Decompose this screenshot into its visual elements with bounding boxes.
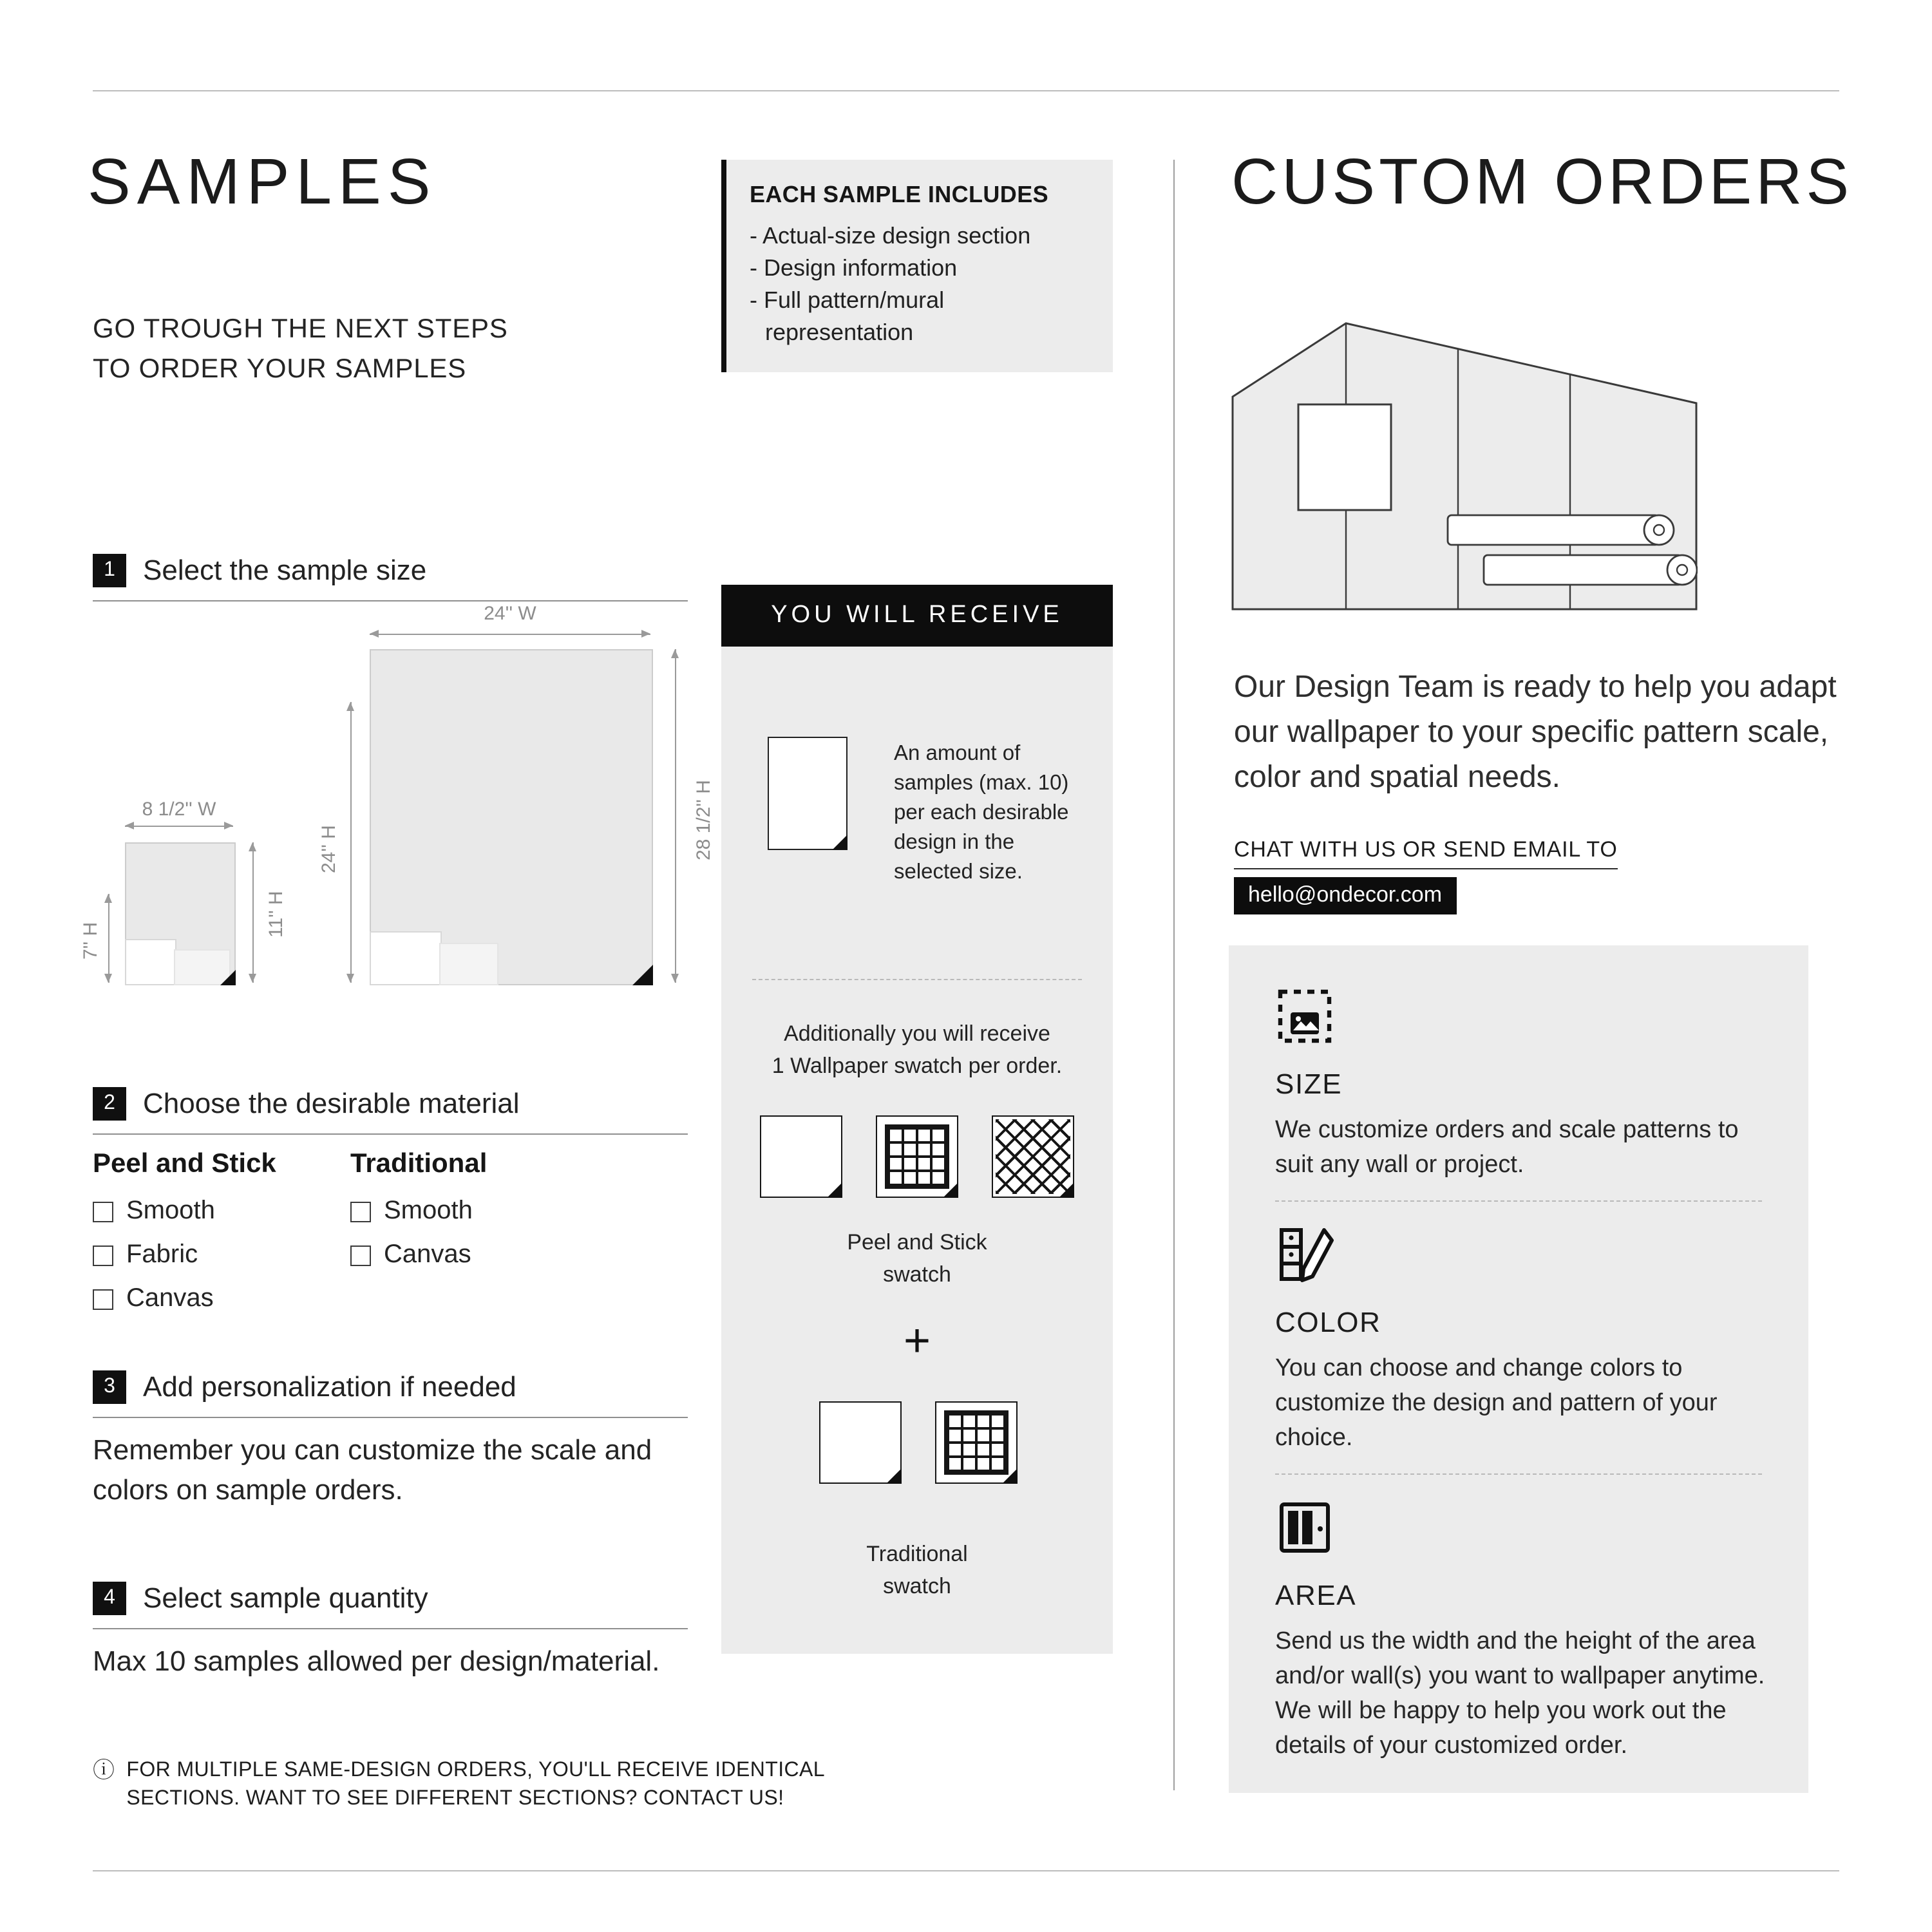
- checkbox-peel-fabric[interactable]: [93, 1245, 113, 1265]
- option-trad-smooth: [350, 1197, 487, 1226]
- receive-samples-text: An amount of samples (max. 10) per each desirable design in the selected size.: [894, 742, 1069, 884]
- house-wallpaper-illustration: [1231, 322, 1698, 611]
- checkbox-traditional-smooth[interactable]: [350, 1201, 371, 1222]
- custom-intro-text: Our Design Team is ready to help you adapt our wallpaper to your specific pattern scale, color and spatial needs.: [1234, 670, 1837, 795]
- sample-page-icon: [768, 737, 848, 850]
- checkbox-peel-canvas[interactable]: [93, 1289, 113, 1309]
- step-2-number: 2: [93, 1087, 126, 1121]
- samples-title: SAMPLES: [88, 146, 437, 218]
- feature-area-text: Send us the width and the height of the area and/or wall(s) you want to wallpaper anytime. We will be happy to help you work out the details of your customized order.: [1275, 1628, 1765, 1759]
- step-1-label: Select the sample size: [143, 554, 427, 586]
- footnote: [93, 1757, 917, 1814]
- option-trad-canvas: [350, 1240, 487, 1270]
- area-panels-icon: [1275, 1498, 1334, 1557]
- material-col1-title: Peel and Stick: [93, 1149, 276, 1179]
- grid-swatch-icon: [935, 1401, 1018, 1484]
- info-icon: ⓘ: [93, 1758, 115, 1783]
- large-sample-inset-gray: [439, 943, 498, 985]
- chat-label: CHAT WITH US OR SEND EMAIL TO: [1234, 837, 1618, 869]
- color-swatches-icon: [1275, 1225, 1334, 1284]
- dimension-line: [350, 702, 352, 983]
- option-label: Smooth: [126, 1197, 215, 1225]
- dimension-line: [370, 634, 650, 635]
- custom-features-panel: [1229, 945, 1808, 1793]
- footnote-line-1: FOR MULTIPLE SAME-DESIGN ORDERS, YOU'LL RECEIVE IDENTICAL: [126, 1759, 825, 1781]
- crosshatch-swatch-icon: [992, 1115, 1074, 1198]
- feature-size-title: SIZE: [1275, 1068, 1343, 1100]
- plus-icon: +: [903, 1314, 931, 1367]
- feature-area: [1275, 1498, 1765, 1763]
- grid-swatch-icon: [876, 1115, 958, 1198]
- email-link[interactable]: hello@ondecor.com: [1234, 877, 1456, 914]
- blank-swatch-icon: [819, 1401, 902, 1484]
- samples-intro: [93, 309, 508, 389]
- top-divider: [93, 90, 1839, 91]
- small-sample-rect: [125, 842, 236, 985]
- additional-line-1: Additionally you will receive: [784, 1021, 1050, 1046]
- option-label: Smooth: [384, 1197, 473, 1225]
- dimension-line: [252, 842, 254, 983]
- crosshatch-pattern: [996, 1119, 1070, 1194]
- you-will-receive-panel: [721, 585, 1113, 1654]
- caption-line-2: swatch: [883, 1262, 951, 1287]
- includes-item: - Full pattern/mural representation: [750, 287, 945, 345]
- large-right-height-label: 28 1/2'' H: [693, 780, 715, 860]
- step-4-number: 4: [93, 1582, 126, 1615]
- feature-area-title: AREA: [1275, 1579, 1357, 1611]
- feature-size-text: We customize orders and scale patterns to suit any wall or project.: [1275, 1117, 1739, 1179]
- receive-header: YOU WILL RECEIVE: [721, 585, 1113, 647]
- small-right-height-label: 11'' H: [265, 891, 287, 938]
- large-sample-rect: [370, 649, 653, 985]
- includes-title: EACH SAMPLE INCLUDES: [750, 182, 1049, 207]
- small-width-label: 8 1/2'' W: [142, 799, 216, 820]
- dimension-line: [125, 826, 233, 827]
- caption-line-1: Peel and Stick: [847, 1230, 987, 1255]
- blank-swatch-icon: [760, 1115, 842, 1198]
- step-1-number: 1: [93, 554, 126, 587]
- feature-size: [1275, 987, 1762, 1202]
- large-width-label: 24'' W: [484, 603, 536, 625]
- size-crop-icon: [1275, 987, 1334, 1046]
- caption-line-1: Traditional: [866, 1542, 968, 1566]
- includes-item: - Actual-size design section: [750, 223, 1031, 249]
- includes-item: - Design information: [750, 255, 958, 281]
- small-left-height-label: 7'' H: [80, 922, 102, 960]
- large-sample-inset-white: [370, 931, 442, 985]
- feature-color-text: You can choose and change colors to customize the design and pattern of your choice.: [1275, 1355, 1718, 1452]
- small-sample-inset-gray: [174, 949, 231, 985]
- footnote-line-2: SECTIONS. WANT TO SEE DIFFERENT SECTIONS? CONTACT US!: [126, 1788, 784, 1810]
- option-peel-canvas: [93, 1284, 276, 1314]
- custom-orders-title: CUSTOM ORDERS: [1231, 146, 1853, 218]
- material-col-peel-and-stick: [93, 1149, 276, 1328]
- step-3-label: Add personalization if needed: [143, 1370, 516, 1403]
- dimension-line: [675, 649, 676, 983]
- step-3-text: Remember you can customize the scale and colors on sample orders.: [93, 1434, 652, 1506]
- intro-line-1: GO TROUGH THE NEXT STEPS: [93, 314, 508, 344]
- material-col2-title: Traditional: [350, 1149, 488, 1179]
- dashed-divider: [752, 979, 1082, 980]
- option-label: Canvas: [126, 1284, 214, 1312]
- option-label: Fabric: [126, 1240, 198, 1269]
- option-peel-smooth: [93, 1197, 276, 1226]
- checkbox-traditional-canvas[interactable]: [350, 1245, 371, 1265]
- peel-swatch-caption: [721, 1226, 1113, 1291]
- column-divider: [1173, 160, 1175, 1790]
- step-4-text: Max 10 samples allowed per design/material.: [93, 1645, 660, 1677]
- feature-color-title: COLOR: [1275, 1306, 1381, 1338]
- material-col-traditional: [350, 1149, 487, 1284]
- step-4-header: [93, 1582, 688, 1629]
- small-sample-inset-white: [125, 939, 176, 985]
- step-1-header: [93, 554, 688, 601]
- step-4-label: Select sample quantity: [143, 1582, 428, 1614]
- option-label: Canvas: [384, 1240, 471, 1269]
- step-2-header: [93, 1087, 688, 1135]
- additional-line-2: 1 Wallpaper swatch per order.: [772, 1054, 1063, 1078]
- intro-line-2: TO ORDER YOUR SAMPLES: [93, 354, 467, 384]
- feature-color: [1275, 1225, 1762, 1475]
- footnote-text: [126, 1757, 825, 1814]
- traditional-swatch-caption: [721, 1538, 1113, 1602]
- grid-pattern: [885, 1124, 949, 1189]
- option-peel-fabric: [93, 1240, 276, 1270]
- step-2-label: Choose the desirable material: [143, 1087, 520, 1119]
- bottom-divider: [93, 1870, 1839, 1871]
- grid-pattern: [944, 1410, 1009, 1475]
- dimension-line: [108, 894, 109, 983]
- caption-line-2: swatch: [883, 1574, 951, 1598]
- large-left-height-label: 24'' H: [318, 825, 340, 873]
- each-sample-includes-box: [721, 160, 1113, 372]
- checkbox-peel-smooth[interactable]: [93, 1201, 113, 1222]
- dashed-divider: [1275, 1200, 1762, 1202]
- step-3-header: [93, 1370, 688, 1418]
- dashed-divider: [1275, 1473, 1762, 1475]
- step-3-number: 3: [93, 1370, 126, 1404]
- receive-additional-text: [734, 1018, 1100, 1082]
